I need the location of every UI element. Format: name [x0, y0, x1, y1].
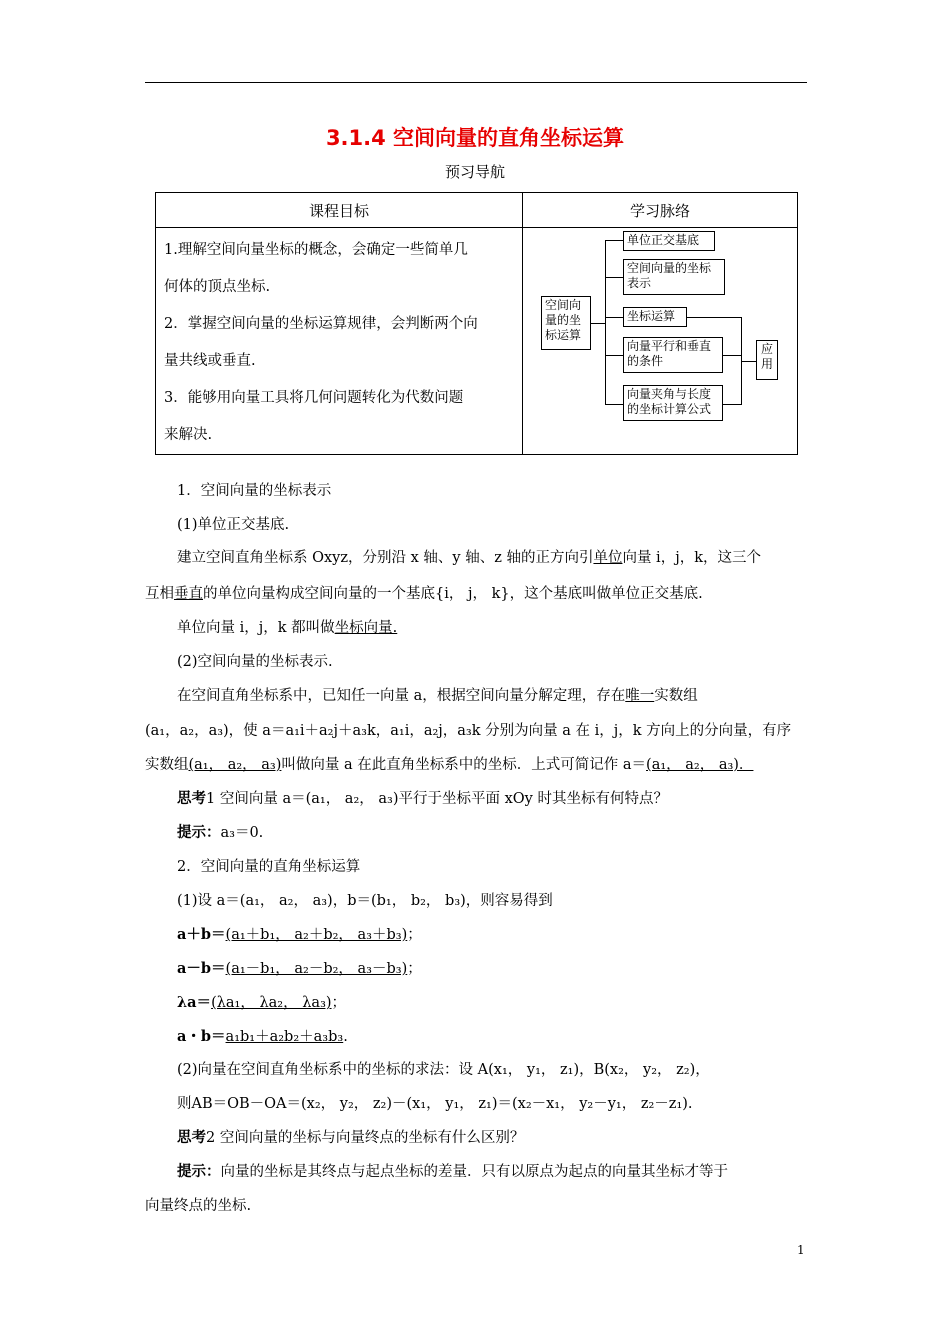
map-connector — [605, 277, 623, 278]
underlined-answer: (a₁， a₂， a₃) — [188, 757, 282, 773]
formula-sub: a－b＝(a₁－b₁， a₂－b₂， a₃－b₃)； — [177, 960, 422, 977]
section-2-3: 则AB＝OB－OA＝(x₂， y₂， z₂)－(x₁， y₁， z₁)＝(x₂－x₁， y₂－y₁， z₂－z₁). — [177, 1096, 693, 1112]
underlined-answer: 单位 — [593, 550, 623, 566]
col-header-goals: 课程目标 — [156, 193, 523, 228]
map-branch-5: 向量夹角与长度的坐标计算公式 — [623, 385, 723, 421]
map-connector — [723, 404, 741, 405]
header-rule — [145, 82, 807, 83]
concept-map-cell — [523, 228, 798, 455]
hint-2-cont: 向量终点的坐标. — [145, 1198, 252, 1214]
paragraph: 实数组(a₁， a₂， a₃)叫做向量 a 在此直角坐标系中的坐标．上式可简记作 a＝(a₁， a₂， a₃)． — [145, 757, 754, 773]
underlined-answer: 垂直 — [174, 586, 203, 602]
map-connector — [605, 240, 606, 404]
map-connector — [605, 317, 623, 318]
goal-line: 3．能够用向量工具将几何问题转化为代数问题 — [164, 390, 464, 406]
underlined-answer: (a₁， a₂， a₃)． — [646, 757, 754, 773]
map-connector — [605, 240, 623, 241]
goal-line: 何体的顶点坐标. — [164, 279, 271, 295]
map-root: 空间向量的坐标运算 — [541, 296, 591, 350]
map-connector — [687, 317, 741, 318]
section-1-heading: 1．空间向量的坐标表示 — [177, 483, 332, 499]
underlined-answer: 唯一 — [625, 688, 655, 704]
paragraph: 互相垂直的单位向量构成空间向量的一个基底{i， j， k}，这个基底叫做单位正交基底. — [145, 586, 703, 602]
formula-add: a＋b＝(a₁＋b₁， a₂＋b₂， a₃＋b₃)； — [177, 926, 422, 943]
section-2-1: (1)设 a＝(a₁， a₂， a₃)，b＝(b₁， b₂， b₃)，则容易得到 — [177, 893, 553, 909]
hint-1: 提示：a₃＝0. — [177, 824, 264, 841]
section-1-2: (2)空间向量的坐标表示. — [177, 654, 333, 670]
goal-line: 2．掌握空间向量的坐标运算规律，会判断两个向 — [164, 316, 478, 332]
map-connector — [605, 404, 623, 405]
map-connector — [741, 361, 756, 362]
goal-line: 量共线或垂直. — [164, 353, 256, 369]
formula-dot: a・b＝a₁b₁＋a₂b₂＋a₃b₃. — [177, 1028, 348, 1045]
section-1-1: (1)单位正交基底. — [177, 517, 290, 533]
section-2-2: (2)向量在空间直角坐标系中的坐标的求法：设 A(x₁， y₁， z₁)，B(x₂， y₂， z₂)， — [177, 1062, 710, 1078]
map-branch-1: 单位正交基底 — [623, 231, 715, 251]
map-connector — [723, 355, 741, 356]
think-1: 思考1 空间向量 a＝(a₁， a₂， a₃)平行于坐标平面 xOy 时其坐标有何特点？ — [177, 790, 668, 807]
goals-cell — [156, 228, 523, 455]
paragraph: 在空间直角坐标系中，已知任一向量 a，根据空间向量分解定理，存在唯一实数组 — [177, 688, 698, 704]
paragraph: 建立空间直角坐标系 Oxyz，分别沿 x 轴、y 轴、z 轴的正方向引单位向量 i，j，k，这三个 — [177, 550, 761, 566]
section-2-heading: 2．空间向量的直角坐标运算 — [177, 859, 361, 875]
underlined-answer: 坐标向量. — [334, 620, 398, 636]
paragraph: (a₁，a₂，a₃)，使 a＝a₁i＋a₂j＋a₃k，a₁i，a₂j，a₃k 分别为向量 a 在 i，j，k 方向上的分向量，有序 — [145, 723, 792, 739]
map-branch-2: 空间向量的坐标表示 — [623, 259, 725, 295]
formula-scalar: λa＝(λa₁， λa₂， λa₃)； — [177, 994, 347, 1011]
map-apply: 应用 — [756, 340, 778, 380]
goal-line: 1.理解空间向量坐标的概念，会确定一些简单几 — [164, 242, 468, 258]
page-number: 1 — [797, 1243, 805, 1257]
think-2: 思考2 空间向量的坐标与向量终点的坐标有什么区别？ — [177, 1129, 525, 1146]
col-header-map: 学习脉络 — [523, 193, 798, 228]
goal-line: 来解决. — [164, 427, 213, 443]
map-connector — [605, 355, 623, 356]
map-branch-3: 坐标运算 — [623, 307, 687, 327]
section-subtitle: 预习导航 — [444, 163, 505, 181]
hint-2: 提示：向量的坐标是其终点与起点坐标的差量．只有以原点为起点的向量其坐标才等于 — [177, 1163, 728, 1180]
map-branch-4: 向量平行和垂直的条件 — [623, 337, 723, 373]
page-title: 3.1.4 空间向量的直角坐标运算 — [325, 126, 625, 150]
map-connector — [591, 323, 605, 324]
paragraph: 单位向量 i，j，k 都叫做坐标向量. — [177, 620, 398, 636]
overview-table — [155, 192, 798, 455]
